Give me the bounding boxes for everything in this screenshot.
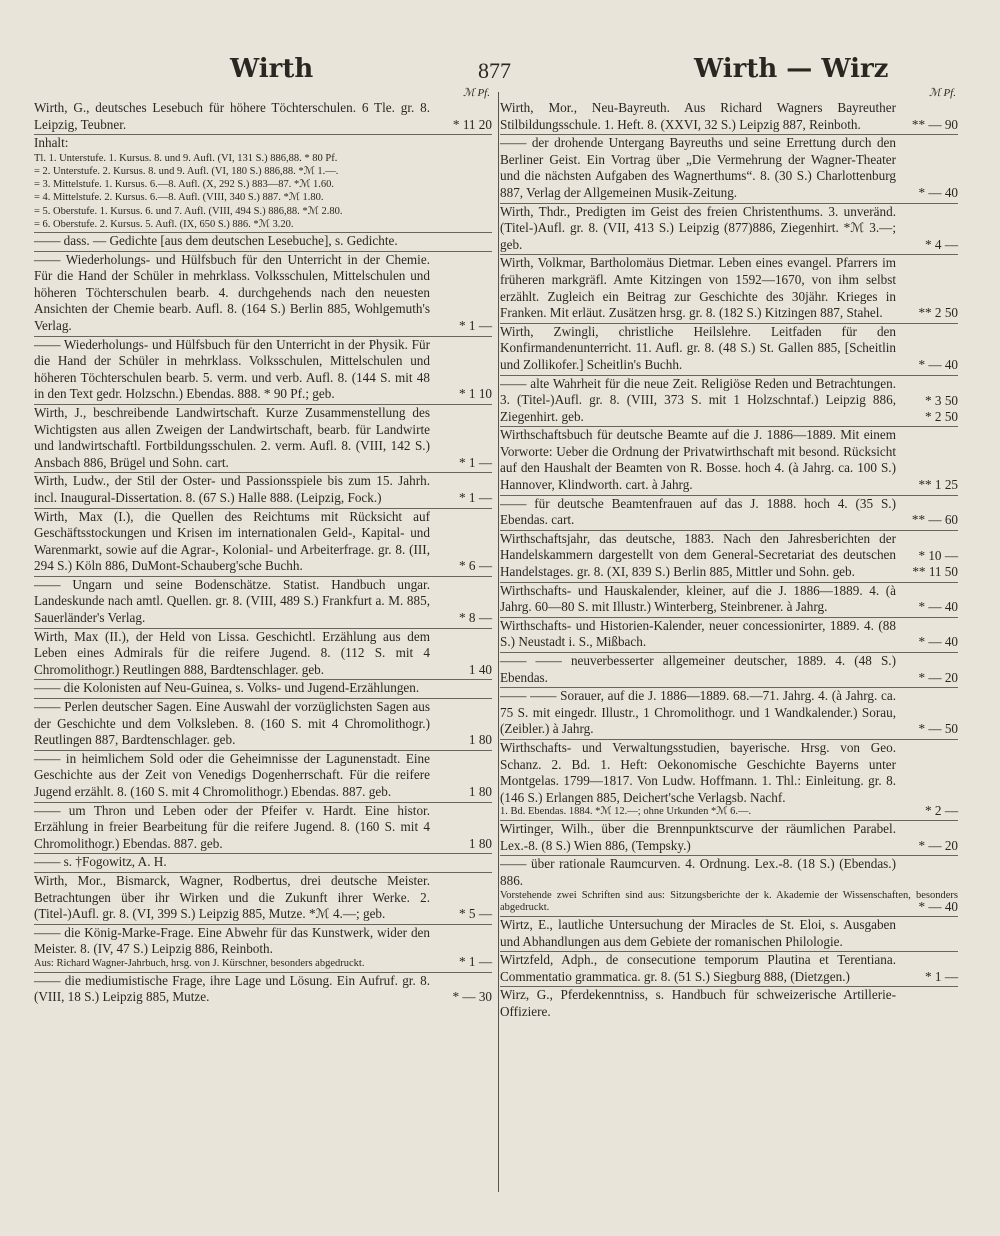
catalog-entry: [34, 873, 492, 925]
entry-text: Wirth, Mor., Bismarck, Wagner, Rodbertus, drei deutsche Meister. Betrachtungen über ihr Wirken und die Zukunft ihrer Werke. 2. (Titel-)Aufl. gr. 8. (VI, 399 S.) Leipzig 885, Mutze. *ℳ 4.—; geb.: [34, 872, 430, 922]
entry-price: * — 20: [918, 669, 958, 685]
catalog-entry: [34, 973, 492, 1007]
header-left-title: Wirth: [230, 54, 314, 84]
entry-price: * — 40: [918, 356, 958, 372]
entry-price: ** 1 25: [918, 477, 958, 493]
entry-text: —— —— Sorauer, auf die J. 1886—1889. 68.—71. Jahrg. 4. (à Jahrg. ca. 75 S. mit eingedr. Illustr., 1 Chromolithogr. und 1 Wandkalender.) Sorau, (Zeibler.) à Jahrg.: [500, 688, 896, 737]
entry-text: —— Ungarn und seine Bodenschätze. Statist. Handbuch ungar. Landeskunde nach amtl. Quellen. gr. 8. (VIII, 489 S.) Frankfurt a. M. 885, Sauerländer's Verlag.: [34, 576, 430, 626]
entry-price: * 1 10: [459, 386, 492, 402]
catalog-entry: [34, 100, 492, 135]
catalog-entry: [500, 135, 958, 203]
catalog-entry: [500, 952, 958, 987]
entry-text: Wirtinger, Wilh., über die Brennpunktscurve der räumlichen Parabel. Lex.-8. (8 S.) Wien 886, (Tempsky.): [500, 821, 896, 853]
entry-price: * 5 —: [459, 906, 492, 922]
entry-price-secondary: * 10 —: [918, 548, 958, 564]
entry-text: —— Perlen deutscher Sagen. Eine Auswahl der vorzüglichsten Sagen aus der Geschichte und dem Volksleben. 8. (160 S. mit 4 Chromolithogr.) Reutlingen 887, Bardtenschlager. geb.: [34, 699, 430, 748]
page-number: 877: [478, 58, 511, 83]
contents-row: = 3. Mittelstufe. 1. Kursus. 6.—8. Aufl. (X, 292 S.) 883—87. *ℳ 1.60.: [34, 179, 335, 191]
entry-price: * 4 —: [925, 236, 958, 252]
entry-price: * 8 —: [459, 610, 492, 626]
entry-price: * — 20: [918, 837, 958, 853]
catalog-entry: [34, 629, 492, 681]
entry-text: Wirth, Ludw., der Stil der Oster- und Passionsspiele bis zum 15. Jahrh. incl. Inaugural-Dissertation. 8. (67 S.) Halle 888. (Leipzig, Fock.): [34, 473, 430, 505]
catalog-entry: [34, 135, 492, 233]
entry-text: —— der drohende Untergang Bayreuths und seine Errettung durch den Berliner Geist. Ein Vortrag über „Die Vermehrung der Wagner-Theater und die nächsten Aufgaben des Wagnerthums“. 8. (30 S.) Charlottenburg 887, Verlag der Allgemeinen Musik-Zeitung.: [500, 135, 896, 200]
entry-text: —— s. †Fogowitz, A. H.: [34, 854, 167, 870]
unit-label-right: ℳ Pf.: [928, 87, 956, 99]
catalog-entry: [500, 324, 958, 376]
entry-text: —— in heimlichem Sold oder die Geheimnisse der Lagunenstadt. Eine Geschichte aus der Zeit von Venedigs Dogenherrschaft. Für die reifere Jugend erzählt. 8. (160 S. mit 4 Chromolithogr.) Ebendas. 887. geb.: [34, 750, 430, 799]
catalog-entry: [34, 751, 492, 803]
entry-price: * 1 —: [459, 954, 492, 970]
entry-text: —— dass. — Gedichte [aus dem deutschen Lesebuche], s. Gedichte.: [34, 233, 398, 248]
contents-row: = 6. Oberstufe. 2. Kursus. 5. Aufl. (IX, 650 S.) 886. *ℳ 3.20.: [34, 218, 294, 230]
entry-text: —— die mediumistische Frage, ihre Lage und Lösung. Ein Aufruf. gr. 8. (VIII, 18 S.) Leipzig 885, Mutze.: [34, 972, 430, 1005]
catalog-entry: [500, 987, 958, 1021]
entry-text: Wirz, G., Pferdekenntniss, s. Handbuch für schweizerische Artillerie-Offiziere.: [500, 987, 896, 1020]
entry-text: —— alte Wahrheit für die neue Zeit. Religiöse Reden und Betrachtungen. 3. (Titel-)Aufl. gr. 8. (VIII, 373 S. mit 1 Holzschntaf.) Leipzig 886, Ziegenhirt. geb.: [500, 375, 896, 424]
entry-price: ** — 90: [911, 116, 958, 132]
entry-text: —— Wiederholungs- und Hülfsbuch für den Unterricht in der Physik. Für die Hand der Schüler in mehrklass. Volksschulen, Mittelschulen und höheren Töchterschulen bearb. 5. verm. und verb. Aufl. 8. (144 S. mit 48 in den Text gedr. Holzschn.) Ebendas. 888. * 90 Pf.; geb.: [34, 336, 430, 402]
catalog-entry: [500, 531, 958, 583]
catalog-entry: [500, 821, 958, 856]
entry-price: * — 50: [918, 721, 958, 737]
entry-text: Inhalt:: [34, 135, 69, 151]
entry-text: Wirth, G., deutsches Lesebuch für höhere Töchterschulen. 6 Tle. gr. 8. Leipzig, Teubner.: [34, 100, 430, 132]
entry-price: * — 30: [452, 989, 492, 1005]
entry-note: Aus: Richard Wagner-Jahrbuch, hrsg. von J. Kürschner, besonders abgedruckt.: [34, 957, 365, 969]
catalog-entry: [34, 473, 492, 508]
entry-price: 1 80: [468, 835, 492, 851]
entry-text: Wirth, Thdr., Predigten im Geist des freien Christenthums. 3. unveränd. (Titel-)Aufl. gr. 8. (VII, 413 S.) Leipzig (877)886, Ziegenhirt. *ℳ 3.—; geb.: [500, 203, 896, 252]
entry-price: * 6 —: [459, 558, 492, 574]
catalog-entry: [500, 740, 958, 821]
entry-text: Wirth, Max (I.), die Quellen des Reichtums mit Rücksicht auf Geschäftsstockungen und Krisen im internationalen Geld-, Kapital- und Warenmarkt, sowie auf die Agrar-, Kolonial- und Arbeiterfrage. gr. 8. (III, 294 S.) Köln 886, DuMont-Schauberg'sche Buchh.: [34, 508, 430, 574]
catalog-entry: [34, 405, 492, 473]
catalog-entry: [500, 376, 958, 428]
entry-price: * 1 —: [459, 489, 492, 505]
right-column: [500, 86, 958, 1022]
entry-text: Wirthschafts- und Verwaltungsstudien, bayerische. Hrsg. von Geo. Schanz. 2. Bd. 1. Heft: Oekonomische Geschichte Bayerns unter Montgelas. 1799—1817. Von Ludw. Hoffmann. 1. Thl.: Einleitung. gr. 8. (146 S.) Erlangen 885, Deichert'sche Verlagsb. Nachf.: [500, 739, 896, 805]
catalog-entry: [500, 496, 958, 531]
entry-text: Wirthschaftsbuch für deutsche Beamte auf die J. 1886—1889. Mit einem Vorworte: Ueber die Ordnung der Privatwirthschaft mit besond. Rücksicht auf den Haushalt der Beamten von R. Bosse. hoch 4. (à Jahrg. ca. 100 S.) Hannover, Klindworth. cart. à Jahrg.: [500, 427, 896, 493]
entry-text: Wirtzfeld, Adph., de consecutione temporum Plautina et Terentiana. Commentatio grammatica. gr. 8. (51 S.) Siegburg 888, (Dietzgen.): [500, 952, 896, 984]
entry-text: Wirtz, E., lautliche Untersuchung der Miracles de St. Eloi, s. Ausgaben und Abhandlungen aus dem Gebiete der romanischen Philologie.: [500, 917, 896, 949]
entry-text: Wirth, Zwingli, christliche Heilslehre. Leitfaden für den Konfirmandenunterricht. 11. Aufl. gr. 8. (48 S.) St. Gallen 885, [Scheitlin und Zollikofer.] Scheitlin's Buchh.: [500, 323, 896, 372]
catalog-entry: [34, 509, 492, 577]
entry-text: —— für deutsche Beamtenfrauen auf das J. 1888. hoch 4. (35 S.) Ebendas. cart.: [500, 495, 896, 528]
entry-price: 1 40: [468, 661, 492, 677]
entry-contents-list: [34, 152, 492, 231]
entry-text: —— —— neuverbesserter allgemeiner deutscher, 1889. 4. (48 S.) Ebendas.: [500, 653, 896, 685]
entry-price-secondary: * 3 50: [925, 392, 958, 408]
entry-text: Wirth, Volkmar, Bartholomäus Dietmar. Leben eines evangel. Pfarrers im früheren markgräfl. Amte Kitzingen von 1592—1670, von ihm selbst erzählt. Zugleich ein Beitrag zur Geschichte des 30jähr. Krieges in Franken. Mit erläut. Zusätzen hrsg. gr. 8. (182 S.) Kitzingen 887, Stahel.: [500, 255, 896, 321]
contents-row: = 4. Mittelstufe. 2. Kursus. 6.—8. Aufl. (VIII, 340 S.) 887. *ℳ 1.80.: [34, 192, 324, 204]
catalog-entry: [34, 699, 492, 751]
catalog-entry: [500, 204, 958, 256]
catalog-entry: [500, 917, 958, 952]
left-column: [34, 86, 492, 1007]
catalog-entry: [34, 577, 492, 629]
entry-text: Wirth, Max (II.), der Held von Lissa. Geschichtl. Erzählung aus dem Leben eines Admirals für die reifere Jugend. 8. (112 S. mit 4 Chromolithogr.) Reutlingen 888, Bardtenschlager. geb.: [34, 628, 430, 677]
catalog-entry: [34, 233, 492, 252]
entry-text: Wirthschafts- und Hauskalender, kleiner, auf die J. 1886—1889. 4. (à Jahrg. 60—80 S. mit Illustr.) Winterberg, Steinbrener. à Jahrg.: [500, 582, 896, 615]
catalog-entry: [500, 255, 958, 323]
entry-text: —— über rationale Raumcurven. 4. Ordnung. Lex.-8. (18 S.) (Ebendas.) 886.: [500, 856, 896, 888]
catalog-entry: [500, 856, 958, 917]
unit-label-left: ℳ Pf.: [462, 87, 490, 99]
catalog-entry: [34, 854, 492, 873]
contents-row: Tl. 1. Unterstufe. 1. Kursus. 8. und 9. Aufl. (VI, 131 S.) 886,88. * 80 Pf.: [34, 152, 338, 164]
entry-price: * — 40: [918, 634, 958, 650]
contents-row: = 5. Oberstufe. 1. Kursus. 6. und 7. Aufl. (VIII, 494 S.) 886,88. *ℳ 2.80.: [34, 205, 343, 217]
entry-text: —— Wiederholungs- und Hülfsbuch für den Unterricht in der Chemie. Für die Hand der Schüler in mehrklass. Volksschulen, Mittelschulen und höheren Töchterschulen bearb. 4. durchgehends nach den neuesten Ansichten der Chemie bearb. Aufl. 8. (164 S.) Berlin 885, Wohlgemuth's Verlag.: [34, 251, 430, 333]
catalog-entry: [500, 688, 958, 740]
contents-row: = 2. Unterstufe. 2. Kursus. 8. und 9. Aufl. (VI, 180 S.) 886,88. *ℳ 1.—.: [34, 165, 339, 177]
entry-text: Wirth, Mor., Neu-Bayreuth. Aus Richard Wagners Bayreuther Stilbildungsschule. 1. Heft. 8. (XXVI, 32 S.) Leipzig 887, Reinboth.: [500, 100, 896, 132]
entry-price: ** 2 50: [918, 305, 958, 321]
catalog-entry: [500, 618, 958, 653]
entry-price: * — 40: [918, 898, 958, 914]
entry-price: * 1 —: [459, 454, 492, 470]
entry-text: —— um Thron und Leben oder der Pfeifer v. Hardt. Eine histor. Erzählung in freier Bearbeitung für die reifere Jugend. 8. (160 S. mit 4 Chromolithogr.) Ebendas. 887. geb.: [34, 802, 430, 851]
entry-price: ** — 60: [911, 512, 958, 528]
catalog-entry: [34, 680, 492, 699]
catalog-entry: [34, 925, 492, 973]
entry-price: * 1 —: [459, 317, 492, 333]
entry-price: * 1 —: [925, 968, 958, 984]
entry-text: Wirthschaftsjahr, das deutsche, 1883. Nach den Jahresberichten der Handelskammern dargestellt von dem General-Secretariat des deutschen Handelstages. gr. 8. (XI, 839 S.) Berlin 885, Mittler und Sohn. geb.: [500, 530, 896, 580]
entry-text: —— die König-Marke-Frage. Eine Abwehr für das Kunstwerk, wider den Meister. 8. (IV, 47 S.) Leipzig 886, Reinboth.: [34, 924, 430, 957]
entry-price: * — 40: [918, 184, 958, 200]
catalog-entry: [34, 803, 492, 855]
page-header: [34, 28, 966, 82]
entry-price: * — 40: [918, 599, 958, 615]
entry-price: ** 11 50: [912, 564, 958, 580]
catalog-entry: [34, 252, 492, 337]
entry-price: 1 80: [468, 784, 492, 799]
entry-note: 1. Bd. Ebendas. 1884. *ℳ 12.—; ohne Urkunden *ℳ 6.—.: [500, 806, 752, 818]
catalog-entry: [500, 653, 958, 688]
entry-text: Wirthschafts- und Historien-Kalender, neuer concessionirter, 1889. 4. (88 S.) Neustadt i. S., Mißbach.: [500, 617, 896, 650]
entry-price: * 2 —: [925, 802, 958, 818]
entry-text: Wirth, J., beschreibende Landwirtschaft. Kurze Zusammenstellung des Wichtigsten aus allen Zweigen der Landwirtschaft, bearb. für Landwirte und landwirtschaftl. Fortbildungsschulen. 2. verm. Aufl. 8. (VIII, 142 S.) Ansbach 886, Brügel und Sohn. cart.: [34, 404, 430, 470]
entry-text: —— die Kolonisten auf Neu-Guinea, s. Volks- und Jugend-Erzählungen.: [34, 680, 420, 696]
column-divider: [498, 92, 499, 1192]
entry-price: * 2 50: [925, 408, 958, 424]
entry-price: 1 80: [468, 732, 492, 748]
entry-note: Vorstehende zwei Schriften sind aus: Sitzungsberichte der k. Akademie der Wissenschaften, besonders abgedruckt.: [500, 889, 958, 914]
catalog-entry: [34, 337, 492, 405]
catalog-entry: [500, 100, 958, 135]
catalog-entry: [500, 427, 958, 495]
catalog-entry: [500, 583, 958, 618]
header-right-title: Wirth — Wirz: [694, 54, 889, 84]
entry-price: * 11 20: [452, 116, 492, 132]
